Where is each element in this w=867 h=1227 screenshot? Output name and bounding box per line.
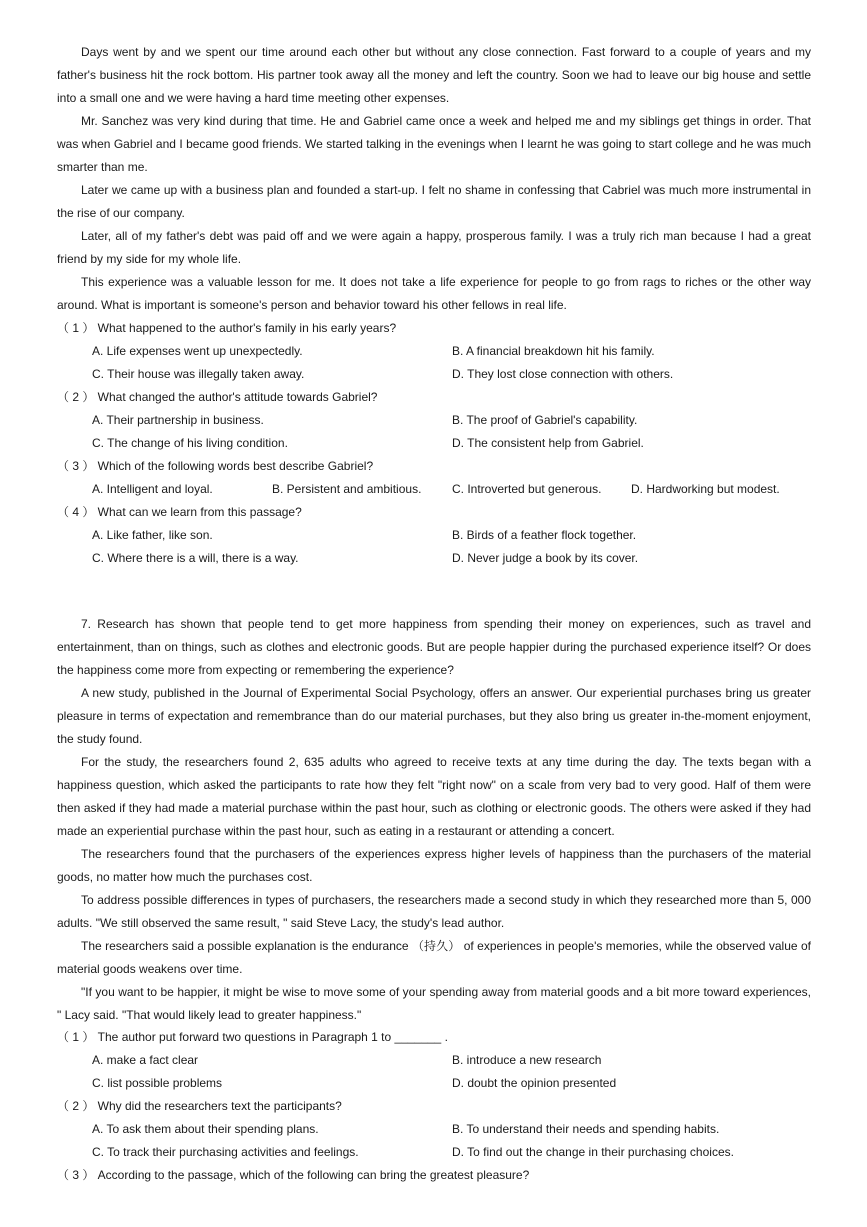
question-stem: （ 3 ） According to the passage, which of the following can bring the greatest pleasure? [57, 1168, 530, 1182]
paragraph: To address possible differences in types of purchasers, the researchers made a second study in which they researched more than 5, 000 adults. "We still observed the same result, " said Steve Lacy, the study's lead author. [57, 893, 811, 930]
answer-option: C. Where there is a will, there is a way. [92, 551, 299, 565]
paragraph: This experience was a valuable lesson for me. It does not take a life experience for people to go from rags to riches or the other way around. What is important is someone's person and behavior toward his other fellows in real life. [57, 275, 811, 312]
paragraph: Days went by and we spent our time around each other but without any close connection. Fast forward to a couple of years and my father's business hit the rock bottom. His partner took away all the money and left the country. Soon we had to leave our big house and settle into a small one and we were having a hard time meeting other expenses. [57, 45, 811, 105]
passage-7-text [57, 613, 811, 1027]
answer-option: D. To find out the change in their purchasing choices. [452, 1145, 734, 1159]
paragraph: The researchers said a possible explanation is the endurance （持久） of experiences in people's memories, while the observed value of material goods weakens over time. [57, 939, 811, 976]
answer-option: D. Never judge a book by its cover. [452, 551, 639, 565]
answer-option: B. Persistent and ambitious. [272, 482, 422, 496]
question-stem: （ 4 ） What can we learn from this passage? [57, 505, 302, 519]
answer-option: C. The change of his living condition. [92, 436, 288, 450]
answer-option: D. The consistent help from Gabriel. [452, 436, 644, 450]
answer-option: C. Introverted but generous. [452, 482, 602, 496]
answer-option: D. doubt the opinion presented [452, 1076, 617, 1090]
answer-option: A. Intelligent and loyal. [92, 482, 213, 496]
passage-6-text [57, 41, 811, 317]
question-stem: （ 2 ） What changed the author's attitude towards Gabriel? [57, 390, 378, 404]
paragraph: For the study, the researchers found 2, 635 adults who agreed to receive texts at any time during the day. The texts began with a happiness question, which asked the participants to rate how they felt "right now" on a scale from very bad to very good. Half of them were then asked if they had made a material purchase within the past hour, such as clothing or electronic goods. The others were asked if they had made an experiential purchase within the past hour, such as eating in a restaurant or attending a concert. [57, 755, 811, 838]
paragraph: Later, all of my father's debt was paid off and we were again a happy, prosperous family. I was a truly rich man because I had a great friend by my side for my whole life. [57, 229, 811, 266]
paragraph: Later we came up with a business plan and founded a start-up. I felt no shame in confessing that Cabriel was much more instrumental in the rise of our company. [57, 183, 811, 220]
answer-option: A. Like father, like son. [92, 528, 213, 542]
paragraph: 7. Research has shown that people tend to get more happiness from spending their money on experiences, such as travel and entertainment, than on things, such as clothes and electronic goods. But are people happier during the purchased experience itself? Or does the happiness come more from expecting or remembering the experience? [57, 617, 811, 677]
answer-option: B. To understand their needs and spending habits. [452, 1122, 720, 1136]
answer-option: A. Life expenses went up unexpectedly. [92, 344, 303, 358]
answer-option: B. Birds of a feather flock together. [452, 528, 637, 542]
paragraph: "If you want to be happier, it might be wise to move some of your spending away from material goods and a bit more toward experiences, " Lacy said. "That would likely lead to greater happiness." [57, 985, 811, 1022]
answer-option: A. To ask them about their spending plans. [92, 1122, 319, 1136]
question-stem: （ 3 ） Which of the following words best describe Gabriel? [57, 459, 374, 473]
paragraph: Mr. Sanchez was very kind during that time. He and Gabriel came once a week and helped me and my siblings get things in order. That was when Gabriel and I became good friends. We started talking in the evenings when I learnt he was going to start college and he was much smarter than me. [57, 114, 811, 174]
answer-option: B. A financial breakdown hit his family. [452, 344, 655, 358]
answer-option: D. They lost close connection with others. [452, 367, 674, 381]
answer-option: C. To track their purchasing activities and feelings. [92, 1145, 359, 1159]
answer-option: A. make a fact clear [92, 1053, 199, 1067]
answer-option: C. Their house was illegally taken away. [92, 367, 305, 381]
paragraph: A new study, published in the Journal of Experimental Social Psychology, offers an answer. Our experiential purchases bring us greater pleasure in terms of expectation and remembrance than do our material purchases, but they also bring us greater in-the-moment enjoyment, the study found. [57, 686, 811, 746]
question-stem: （ 2 ） Why did the researchers text the participants? [57, 1099, 342, 1113]
question-stem: （ 1 ） The author put forward two questions in Paragraph 1 to _______ . [57, 1030, 448, 1044]
answer-option: B. The proof of Gabriel's capability. [452, 413, 638, 427]
paragraph: The researchers found that the purchasers of the experiences express higher levels of happiness than the purchasers of the material goods, no matter how much the purchases cost. [57, 847, 811, 884]
answer-option: C. list possible problems [92, 1076, 223, 1090]
answer-option: D. Hardworking but modest. [631, 482, 780, 496]
answer-option: B. introduce a new research [452, 1053, 602, 1067]
answer-option: A. Their partnership in business. [92, 413, 264, 427]
question-stem: （ 1 ） What happened to the author's family in his early years? [57, 321, 397, 335]
